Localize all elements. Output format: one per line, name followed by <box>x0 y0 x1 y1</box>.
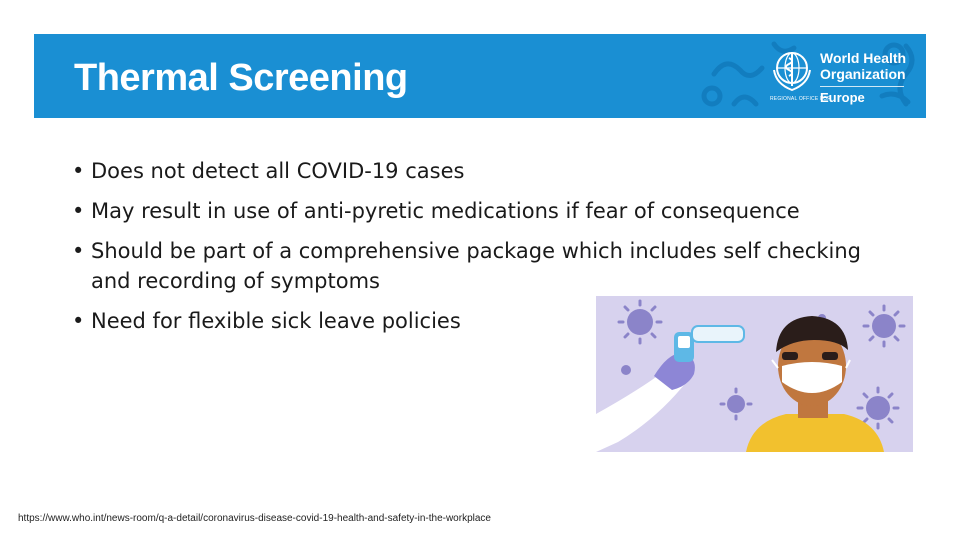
bullet-item: • May result in use of anti-pyretic medications if fear of consequence <box>72 196 872 226</box>
who-europe-logo <box>770 46 910 108</box>
bullet-item: • Does not detect all COVID-19 cases <box>72 156 872 186</box>
logo-name-line2: Organization <box>820 66 906 82</box>
source-url[interactable]: https://www.who.int/news-room/q-a-detail/coronavirus-disease-covid-19-health-and-safety-in-the-workplace <box>18 513 491 524</box>
who-emblem-icon <box>770 48 814 92</box>
logo-region: Europe <box>820 90 865 105</box>
thermal-screening-illustration <box>596 296 913 452</box>
header-band <box>34 34 926 118</box>
bullet-item: • Need for flexible sick leave policies <box>72 306 872 336</box>
logo-divider <box>820 86 904 87</box>
logo-name-line1: World Health <box>820 50 907 66</box>
logo-tagline: REGIONAL OFFICE FOR <box>770 96 832 102</box>
slide-title: Thermal Screening <box>74 57 408 99</box>
bullet-item: • Should be part of a comprehensive package which includes self checking and recording of symptoms <box>72 236 872 296</box>
